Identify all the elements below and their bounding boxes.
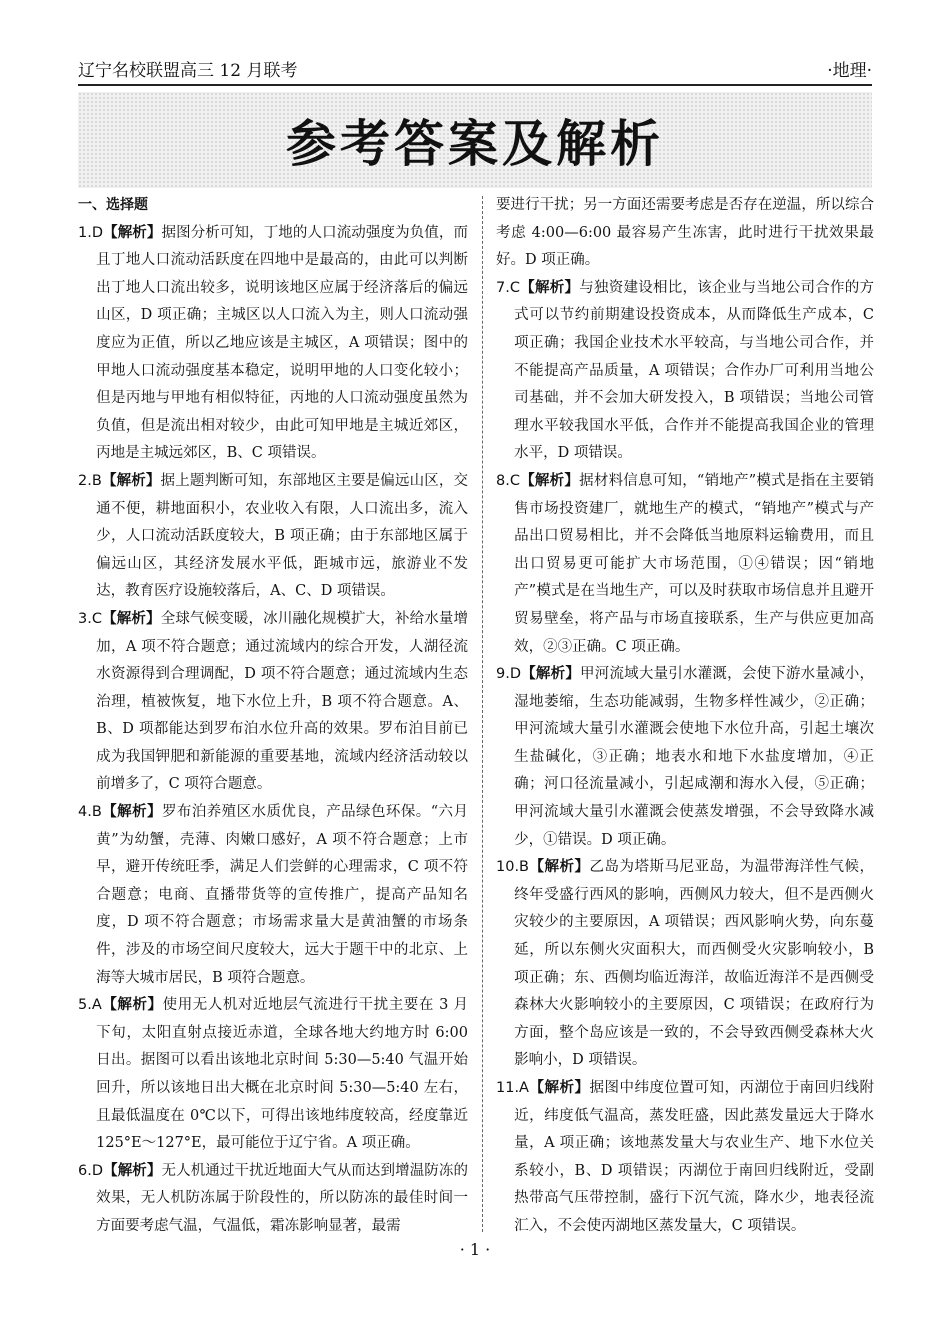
title-banner — [78, 92, 872, 188]
right-column — [496, 192, 874, 1241]
answer-item — [78, 1158, 468, 1241]
page-header — [78, 52, 872, 86]
analysis-tag: 【解析】 — [103, 1162, 162, 1179]
analysis-text: 乙岛为塔斯马尼亚岛，为温带海洋性气候，终年受盛行西风的影响，西侧风力较大，但不是西侧火灾较少的主要原因，A 项错误；西风影响火势，向东蔓延，所以东侧火灾面积大，而西侧受火灾影响较小，B 项正确；东、西侧均临近海洋，故临近海洋不是西侧受森林大火影响较小的主要原因，C 项错误；在政府行为方面，整个岛应该是一致的，不会导致西侧受森林大火影响小，D 项错误。 — [514, 859, 875, 1069]
answer-number: 4.B — [78, 804, 102, 821]
answer-item — [78, 799, 468, 992]
answer-item — [496, 1075, 874, 1241]
analysis-text: 无人机通过干扰近地面大气从而达到增温防冻的效果，无人机防冻属于阶段性的，所以防冻的最佳时间一方面要考虑气温，气温低，霜冻影响显著，最需 — [96, 1162, 468, 1234]
left-column — [78, 192, 468, 1241]
analysis-tag: 【解析】 — [101, 472, 161, 489]
analysis-tag: 【解析】 — [519, 279, 580, 296]
analysis-text: 据图中纬度位置可知，丙湖位于南回归线附近，纬度低气温高，蒸发旺盛，因此蒸发量远大于降水量，A 项正确；该地蒸发量大与农业生产、地下水位关系较小，B、D 项错误；丙湖位于南回归线附近，受副热带高气压带控制，盛行下沉气流，降水少，地表径流汇入，不会使丙湖地区蒸发量大，C 项错误。 — [514, 1080, 875, 1234]
answer-number: 8.C — [496, 472, 520, 489]
answer-number: 2.B — [78, 472, 102, 489]
analysis-text: 全球气候变暖，冰川融化规模扩大，补给水量增加，A 项不符合题意；通过流域内的综合开发，人湖径流水资源得到合理调配，D 项不符合题意；通过流域内生态治理，植被恢复，地下水位上升，B 项不符合题意。A、B、D 项都能达到罗布泊水位升高的效果。罗布泊目前已成为我国钾肥和新能源的重要基地，流域内经济活动较以前增多了，C 项符合题意。 — [96, 610, 469, 793]
analysis-tag: 【解析】 — [101, 997, 163, 1014]
answer-item — [496, 854, 874, 1075]
answer-number: 5.A — [78, 997, 102, 1014]
answer-item — [78, 606, 468, 799]
answer-number: 6.D — [78, 1162, 103, 1179]
answer-item — [78, 992, 468, 1158]
answer-number: 3.C — [78, 610, 102, 627]
continued-answer-text: 要进行干扰；另一方面还需要考虑是否存在逆温，所以综合考虑 4:00—6:00 最容易产生冻害，此时进行干扰效果最好。D 项正确。 — [496, 197, 874, 269]
answer-number: 1.D — [78, 224, 103, 241]
right-answer-list — [496, 275, 874, 1241]
analysis-tag: 【解析】 — [528, 1080, 590, 1096]
analysis-text: 据上题判断可知，东部地区主要是偏远山区，交通不便，耕地面积小，农业收入有限，人口流出多，流入少，人口流动活跃度较大，B 项正确；由于东部地区属于偏远山区，其经济发展水平低，距城市远，旅游业不发达，教育医疗设施较落后，A、C、D 项错误。 — [96, 472, 469, 600]
page-title: 参考答案及解析 — [286, 115, 664, 173]
answer-item — [496, 275, 874, 468]
answer-item — [78, 220, 468, 468]
analysis-tag: 【解析】 — [101, 804, 162, 821]
section-title: 一、选择题 — [78, 197, 148, 213]
answer-number: 9.D — [496, 666, 521, 683]
analysis-text: 据材料信息可知，“销地产”模式是指在主要销售市场投资建厂，就地生产的模式，“销地产”模式与产品出口贸易相比，并不会降低当地原料运输费用，而且出口贸易更可能扩大市场范围，①④错误；因“销地产”模式是在当地生产，可以及时获取市场信息并且避开贸易壁垒，将产品与市场直接联系，生产与供应更加高效，②③正确。C 项正确。 — [514, 472, 874, 655]
answer-item — [496, 661, 874, 854]
answer-number: 7.C — [496, 279, 520, 296]
subject-label: ·地理· — [827, 61, 872, 81]
analysis-tag: 【解析】 — [521, 666, 581, 683]
analysis-text: 罗布泊养殖区水质优良，产品绿色环保。“六月黄”为幼蟹，壳薄、肉嫩口感好，A 项不符合题意；上市早，避开传统旺季，满足人们尝鲜的心理需求，C 项不符合题意；电商、直播带货等的宣传推广，提高产品知名度，D 项不符合题意；市场需求量大是黄油蟹的市场条件，涉及的市场空间尺度较大，远大于题干中的北京、上海等大城市居民，B 项符合题意。 — [96, 804, 468, 986]
analysis-tag: 【解析】 — [529, 859, 590, 876]
left-answer-list — [78, 220, 468, 1241]
answer-item — [496, 468, 874, 661]
answer-number: 10.B — [496, 859, 530, 876]
column-divider — [482, 196, 483, 1232]
exam-title: 辽宁名校联盟高三 12 月联考 — [78, 61, 298, 81]
analysis-text: 据图分析可知，丁地的人口流动强度为负值，而且丁地人口流动活跃度在四地中是最高的，由此可以判断出丁地人口流出较多，说明该地区应属于经济落后的偏远山区，D 项正确；主城区以人口流入为主，则人口流动强度应为正值，所以乙地应该是主城区，A 项错误；图中的甲地人口流动强度基本稳定，说明甲地的人口变化较小；但是丙地与甲地有相似特征，丙地的人口流动强度虽然为负值，但是流出相对较少，由此可知甲地是主城近郊区，丙地是主城远郊区，B、C 项错误。 — [96, 224, 468, 462]
analysis-text: 与独资建设相比，该企业与当地公司合作的方式可以节约前期建设投资成本，从而降低生产成本，C 项正确；我国企业技术水平较高，与当地公司合作，并不能提高产品质量，A 项错误；合作办厂可利用当地公司基础，并不会加大研发投入，B 项错误；当地公司管理水平较我国水平低，合作并不能提高我国企业的管理水平，D 项错误。 — [514, 279, 875, 462]
analysis-text: 使用无人机对近地层气流进行干扰主要在 3 月下旬，太阳直射点接近赤道，全球各地大约地方时 6:00 日出。据图可以看出该地北京时间 5:30—5:40 气温开始回升，所以该地日出大概在北京时间 5:30—5:40 左右，且最低温度在 0℃以下，可得出该地纬度较高，经度靠近 125°E～127°E，最可能位于辽宁省。A 项正确。 — [96, 997, 468, 1152]
answer-number: 11.A — [496, 1080, 529, 1096]
analysis-text: 甲河流域大量引水灌溉，会使下游水量减小，湿地萎缩，生态功能减弱，生物多样性减少，②正确；甲河流域大量引水灌溉会使地下水位升高，引起土壤次生盐碱化，③正确；地表水和地下水盐度增加，④正确；河口径流量减小，引起咸潮和海水入侵，⑤正确；甲河流域大量引水灌溉会使蒸发增强，不会导致降水减少，①错误。D 项正确。 — [514, 666, 875, 848]
analysis-tag: 【解析】 — [519, 472, 580, 489]
analysis-tag: 【解析】 — [103, 224, 162, 241]
analysis-tag: 【解析】 — [101, 610, 161, 627]
answer-item — [78, 468, 468, 606]
page-number: · 1 · — [459, 1240, 491, 1259]
